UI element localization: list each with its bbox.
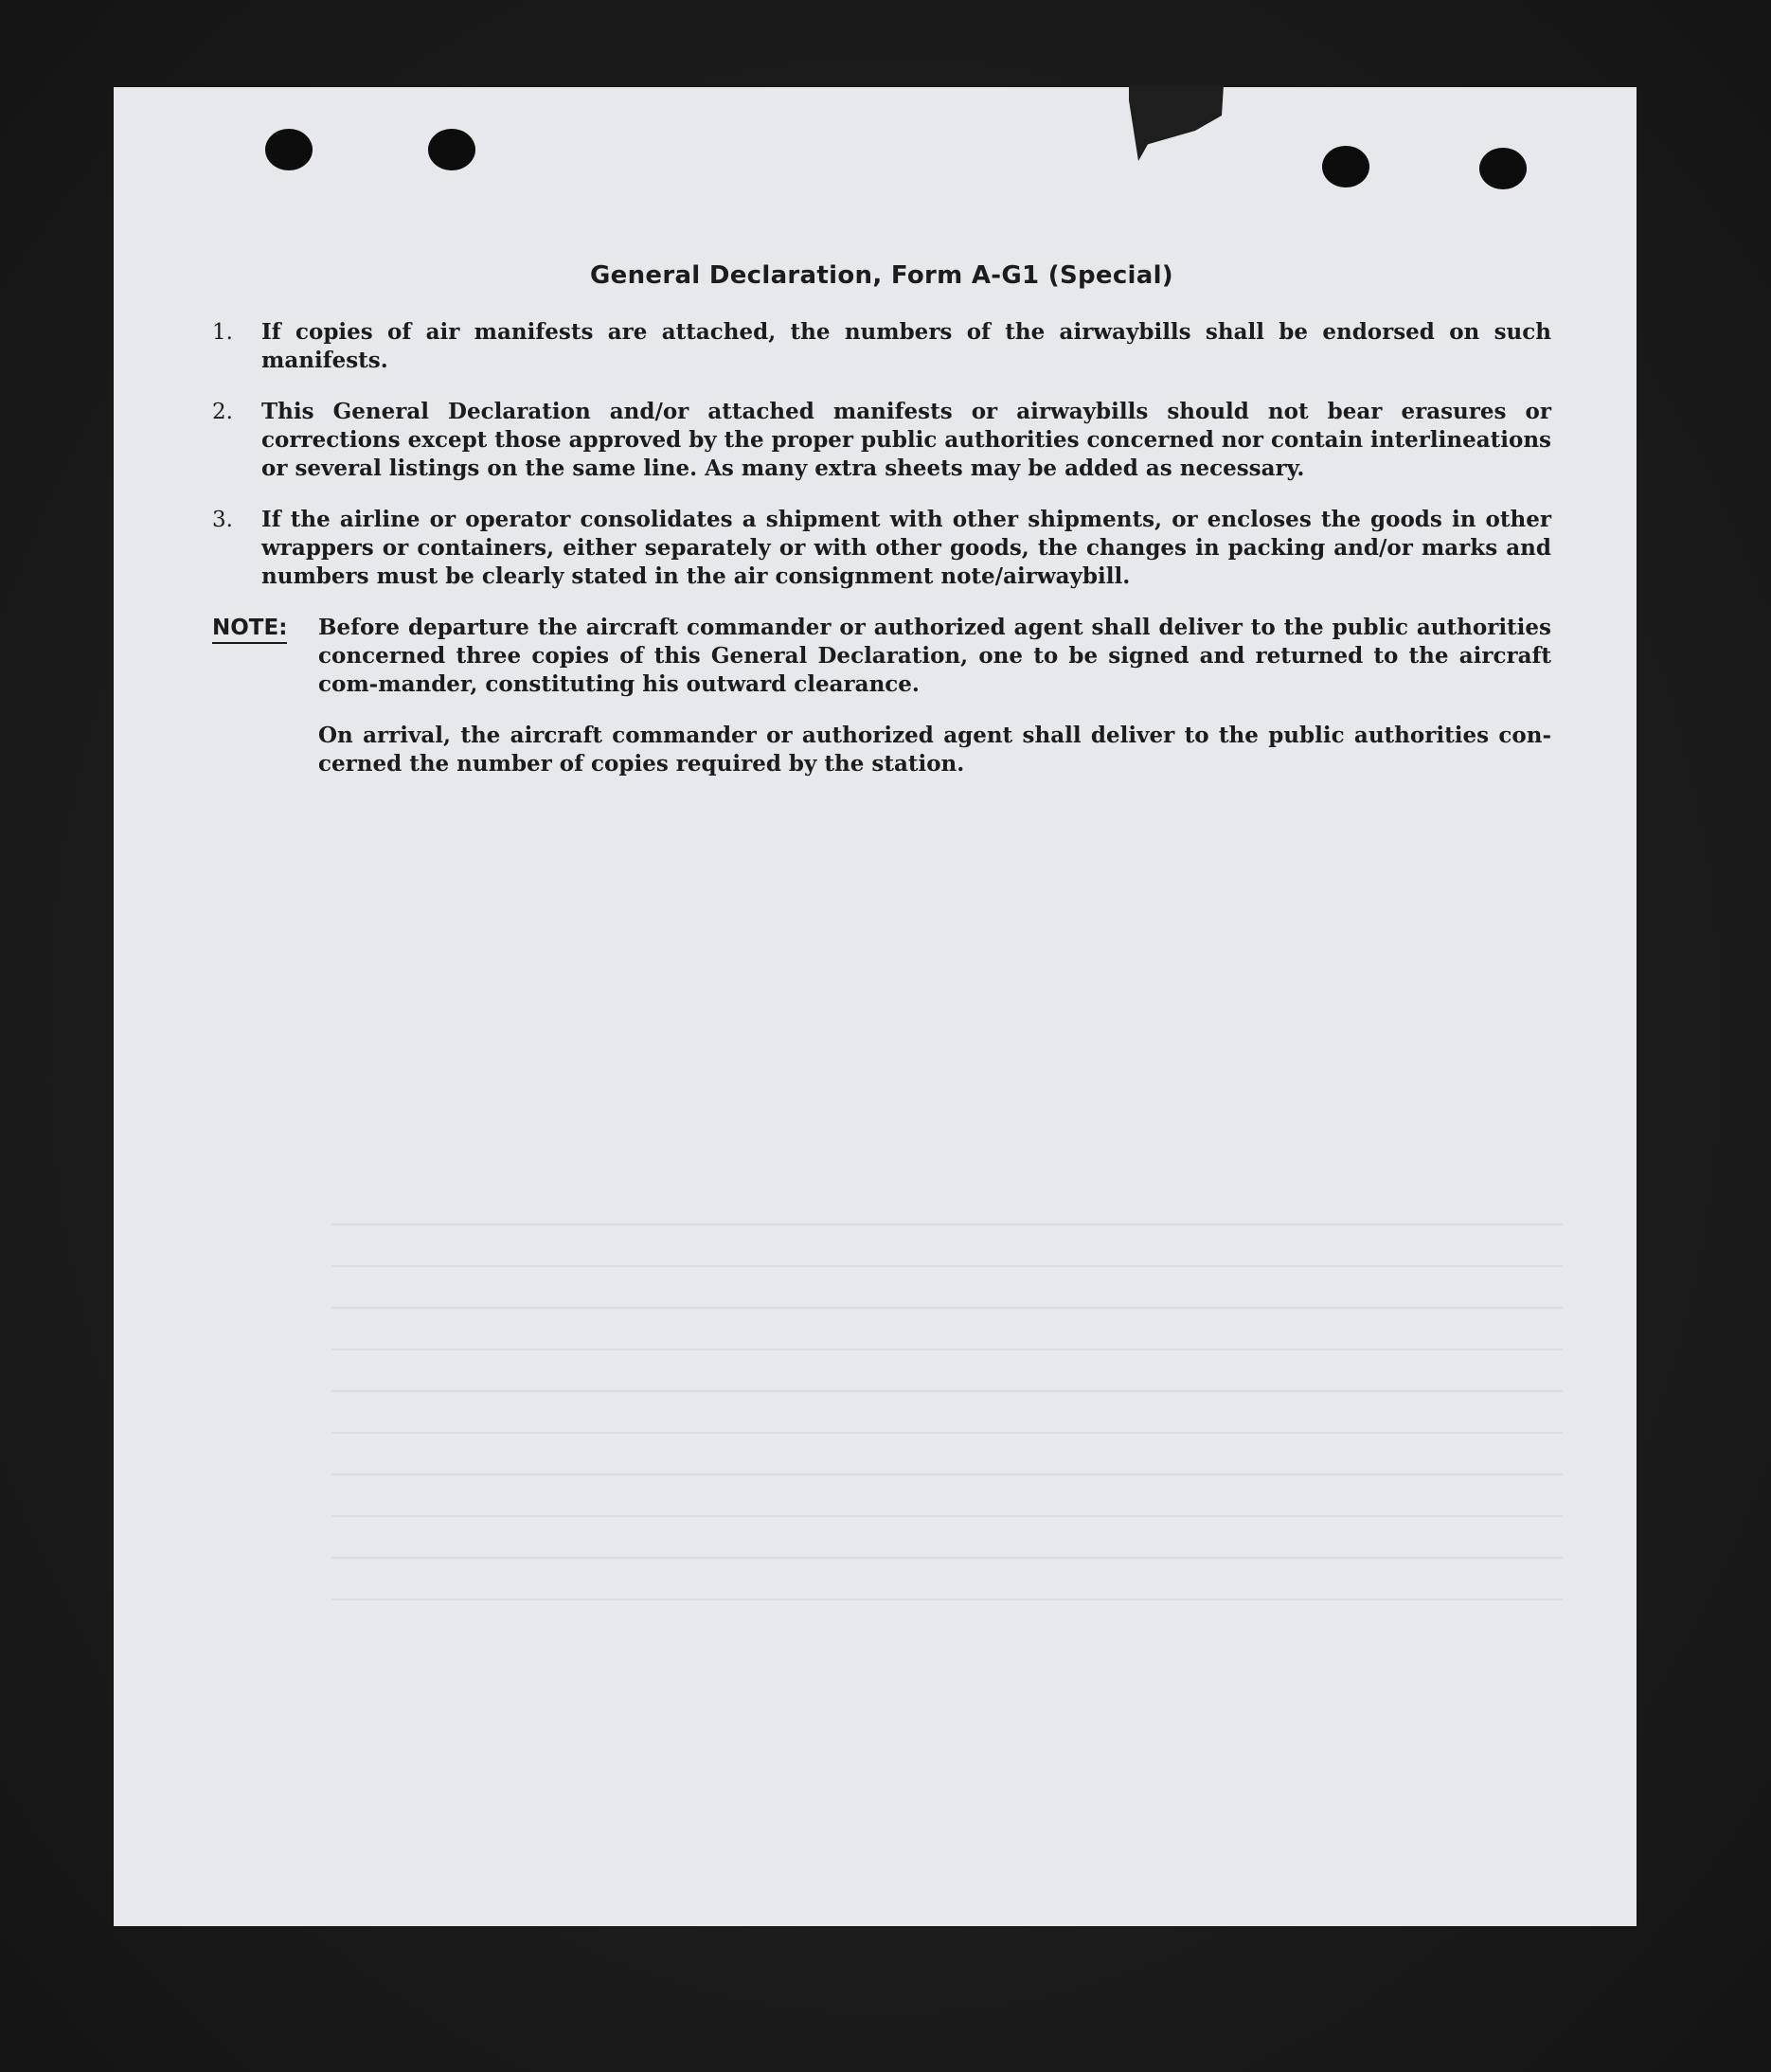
item-number: 3. (212, 508, 233, 532)
item-text: This General Declaration and/or attached manifests or airwaybills should not bear erasures or corrections except those approved by the proper public authorities concerned nor contain interlineations or several listings on the same line. As many extra sheets may be added as necessary. (261, 399, 1551, 481)
item-text: If copies of air manifests are attached, the numbers of the airwaybills shall be endorsed on such manifests. (261, 319, 1551, 373)
item-text: If the airline or operator consolidates a shipment with other shipments, or encloses the goods in other wrappers or containers, either separately or with other goods, the changes in packing and/or marks and numbers must be clearly stated in the air consignment note/airwaybill. (261, 507, 1551, 589)
list-item (212, 318, 1551, 375)
punch-hole-2 (428, 129, 475, 170)
note-block (212, 614, 1551, 699)
torn-corner (1129, 85, 1224, 161)
punch-hole-3 (1322, 146, 1369, 188)
list-item (212, 506, 1551, 591)
page-title: General Declaration, Form A-G1 (Special) (590, 261, 1173, 290)
note-paragraph-arrival: On arrival, the aircraft commander or authorized agent shall deliver to the public authorities con-cerned the number of copies required by the station. (318, 723, 1551, 777)
document-page (114, 87, 1637, 1926)
bleed-through-text (331, 1224, 1563, 1621)
item-number: 2. (212, 400, 233, 424)
punch-hole-4 (1479, 148, 1527, 189)
note-paragraph-departure: Before departure the aircraft commander or authorized agent shall deliver to the public authorities concerned three copies of this General Declaration, one to be signed and returned to the aircraft com-mander, constituting his outward clearance. (318, 615, 1551, 697)
punch-hole-1 (265, 129, 313, 170)
declaration-content (212, 261, 1551, 778)
list-item (212, 398, 1551, 483)
note-label: NOTE: (212, 616, 287, 644)
item-number: 1. (212, 320, 233, 345)
